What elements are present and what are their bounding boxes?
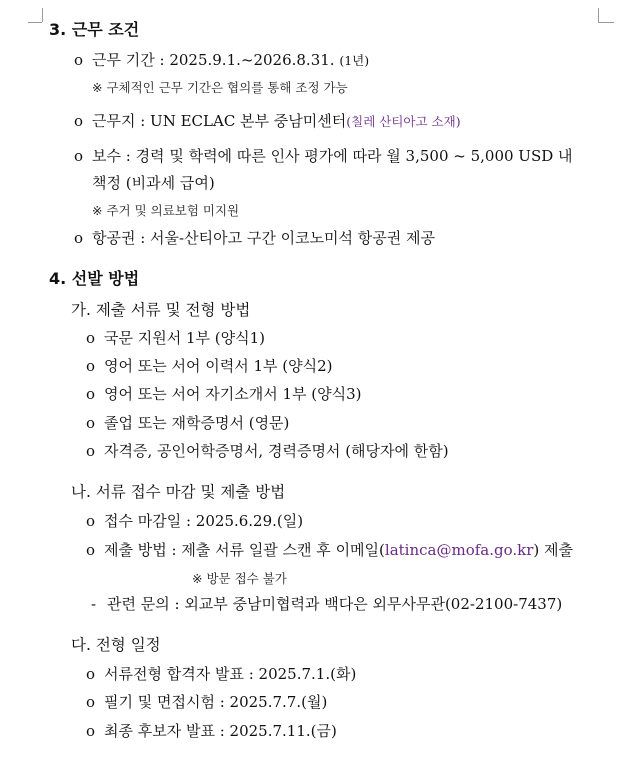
section-3-heading: 3. 근무 조건 (49, 20, 140, 39)
crop-mark (42, 8, 43, 22)
section-4-heading: 4. 선발 방법 (49, 269, 140, 288)
submission-method-suffix: ) 제출 (533, 541, 573, 559)
crop-mark (28, 22, 42, 23)
visit-note: ※ 방문 접수 불가 (192, 571, 287, 586)
schedule-item-text: 서류전형 합격자 발표 : 2025.7.1.(화) (104, 665, 357, 683)
salary-note: ※ 주거 및 의료보험 미지원 (92, 203, 240, 218)
inquiry-text: 관련 문의 : 외교부 중남미협력과 백다은 외무사무관(02-2100-7437) (107, 595, 563, 613)
bullet: o (86, 722, 96, 740)
list-item (86, 692, 327, 712)
document-item-text: 영어 또는 서어 자기소개서 1부 (양식3) (104, 385, 362, 403)
document-item-text: 영어 또는 서어 이력서 1부 (양식2) (104, 357, 333, 375)
subsection-na-title: 나. 서류 접수 마감 및 제출 방법 (71, 483, 286, 501)
bullet: o (86, 693, 96, 711)
list-item (86, 413, 289, 433)
list-item (86, 328, 265, 348)
document-item-text: 졸업 또는 재학증명서 (영문) (104, 414, 290, 432)
bullet: o (86, 414, 96, 432)
work-period-paren: (1년) (339, 53, 370, 68)
schedule-item-text: 최종 후보자 발표 : 2025.7.11.(금) (104, 722, 337, 740)
list-item (86, 441, 449, 461)
bullet: o (86, 385, 96, 403)
bullet: o (74, 112, 84, 130)
work-location-paren: (칠레 산티아고 소재) (346, 114, 461, 129)
submission-method-item (86, 540, 573, 560)
list-item (86, 721, 337, 741)
crop-mark (598, 22, 614, 23)
list-item (86, 356, 333, 376)
subsection-da-title: 다. 전형 일정 (71, 636, 161, 654)
list-item (86, 664, 356, 684)
work-period-text: 근무 기간 : 2025.9.1.~2026.8.31. (92, 51, 335, 69)
bullet: o (86, 665, 96, 683)
work-period-note: ※ 구체적인 근무 기간은 협의를 통해 조정 가능 (92, 80, 348, 95)
bullet: o (86, 541, 96, 559)
schedule-item-text: 필기 및 면접시험 : 2025.7.7.(월) (104, 693, 328, 711)
subsection-ga-title: 가. 제출 서류 및 전형 방법 (71, 301, 251, 319)
bullet: o (74, 147, 84, 165)
bullet: o (74, 229, 84, 247)
dash-bullet: - (91, 595, 97, 613)
bullet: o (86, 357, 96, 375)
bullet: o (74, 51, 84, 69)
bullet: o (86, 329, 96, 347)
bullet: o (86, 442, 96, 460)
salary-item (74, 146, 573, 166)
deadline-text: 접수 마감일 : 2025.6.29.(일) (104, 512, 304, 530)
submission-method-text: 제출 방법 : 제출 서류 일괄 스캔 후 이메일( (104, 541, 385, 559)
bullet: o (86, 512, 96, 530)
inquiry-item (91, 594, 562, 614)
work-period-item (74, 50, 369, 71)
deadline-item (86, 511, 303, 531)
salary-text-line2: 책정 (비과세 급여) (92, 174, 215, 192)
document-item-text: 국문 지원서 1부 (양식1) (104, 329, 266, 347)
salary-text-line1: 보수 : 경력 및 학력에 따른 인사 평가에 따라 월 3,500 ~ 5,000 USD 내 (92, 147, 573, 165)
airfare-text: 항공권 : 서울-산티아고 구간 이코노미석 항공권 제공 (92, 229, 436, 247)
document-item-text: 자격증, 공인어학증명서, 경력증명서 (해당자에 한함) (104, 442, 449, 460)
airfare-item (74, 228, 435, 248)
email-link[interactable]: latinca@mofa.go.kr (384, 541, 534, 559)
crop-mark (598, 8, 599, 22)
work-location-text: 근무지 : UN ECLAC 본부 중남미센터 (92, 112, 347, 130)
list-item (86, 384, 362, 404)
work-location-item (74, 111, 461, 132)
